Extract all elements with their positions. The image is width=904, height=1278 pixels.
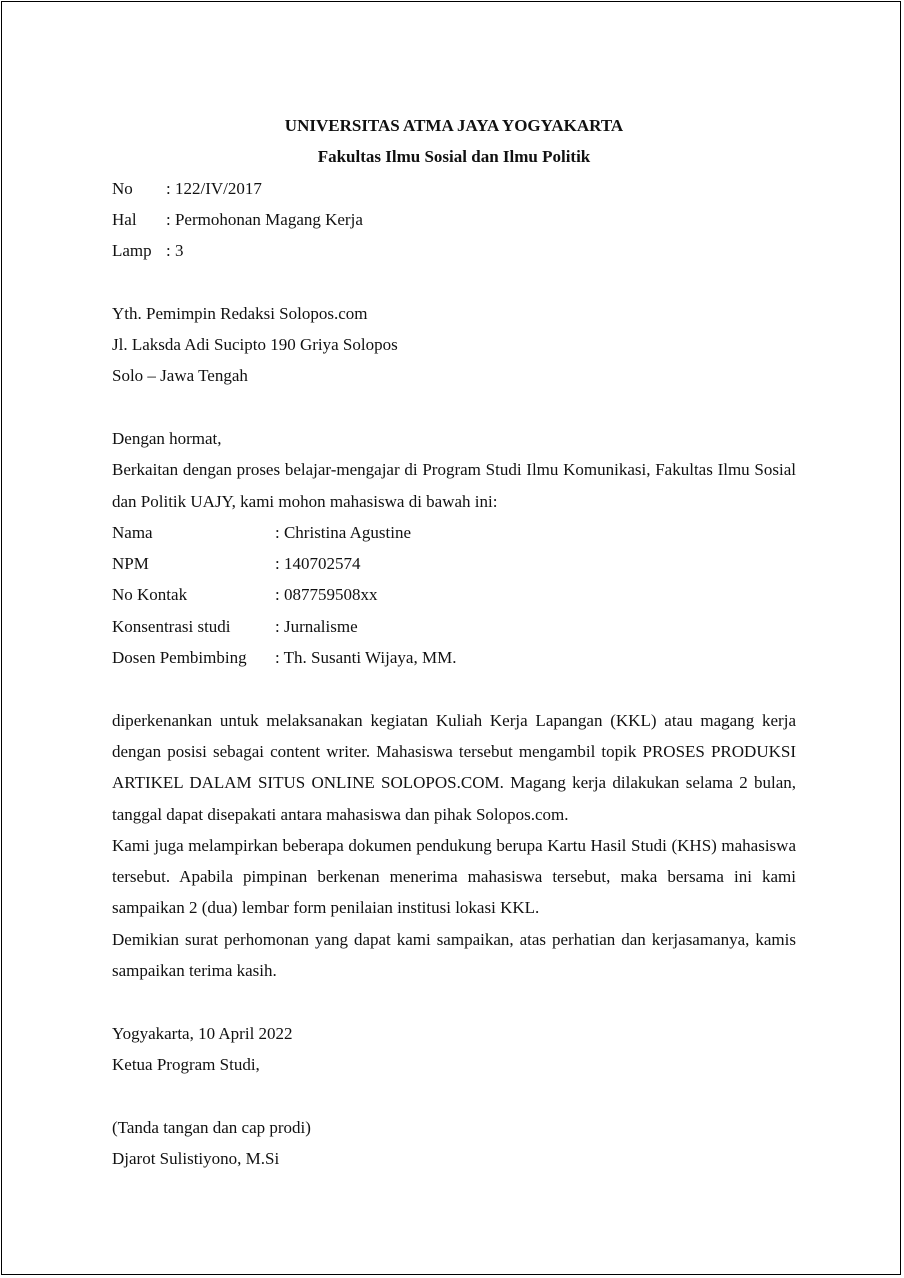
field-value: : 140702574 bbox=[275, 554, 361, 574]
body-paragraph-1: diperkenankan untuk melaksanakan kegiatan Kuliah Kerja Lapangan (KKL) atau magang kerja dengan posisi sebagai content writer. Mahasiswa tersebut mengambil topik PROSES PRODUKSI ARTIKEL DALAM SITUS ONLINE SOLOPOS.COM. Magang kerja dilakukan selama 2 bulan, tanggal dapat disepakati antara mahasiswa dan pihak Solopos.com. bbox=[112, 710, 796, 824]
meta-key: Hal bbox=[112, 209, 137, 229]
spacer bbox=[112, 266, 796, 297]
faculty-subtitle: Fakultas Ilmu Sosial dan Ilmu Politik bbox=[317, 147, 591, 167]
spacer bbox=[112, 1080, 796, 1111]
meta-key: Lamp bbox=[112, 241, 152, 261]
recipient-city: Solo – Jawa Tengah bbox=[112, 366, 248, 386]
signer-name: Djarot Sulistiyono, M.Si bbox=[112, 1148, 280, 1168]
field-value: : Jurnalisme bbox=[275, 616, 358, 636]
spacer bbox=[112, 986, 796, 1017]
field-key: Konsentrasi studi bbox=[112, 616, 231, 636]
letter-page bbox=[1, 1, 901, 1275]
field-key: No Kontak bbox=[112, 585, 188, 605]
meta-value: : 122/IV/2017 bbox=[166, 178, 262, 198]
student-row-advisor bbox=[112, 642, 796, 673]
intro-paragraph: Berkaitan dengan proses belajar-mengajar di Program Studi Ilmu Komunikasi, Fakultas Ilmu Sosial dan Politik UAJY, kami mohon mahasiswa di bawah ini: bbox=[112, 460, 796, 511]
student-row-npm bbox=[112, 548, 796, 579]
recipient-address: Jl. Laksda Adi Sucipto 190 Griya Solopos bbox=[112, 335, 398, 355]
student-row-name bbox=[112, 517, 796, 548]
student-row-concentration bbox=[112, 611, 796, 642]
field-key: NPM bbox=[112, 554, 149, 574]
body-paragraph-2: Kami juga melampirkan beberapa dokumen pendukung berupa Kartu Hasil Studi (KHS) mahasiswa tersebut. Apabila pimpinan berkenan menerima mahasiswa tersebut, maka bersama ini kami sampaikan 2 (dua) lembar form penilaian institusi lokasi KKL. bbox=[112, 835, 796, 918]
meta-value: : Permohonan Magang Kerja bbox=[166, 209, 363, 229]
signature-note: (Tanda tangan dan cap prodi) bbox=[112, 1117, 311, 1137]
letter-content bbox=[112, 110, 796, 1174]
field-key: Nama bbox=[112, 522, 153, 542]
meta-key: No bbox=[112, 178, 133, 198]
meta-row-attachment bbox=[112, 235, 796, 266]
spacer bbox=[112, 392, 796, 423]
meta-value: : 3 bbox=[166, 241, 184, 261]
field-value: : Christina Agustine bbox=[275, 522, 411, 542]
field-key: Dosen Pembimbing bbox=[112, 648, 247, 668]
meta-row-subject bbox=[112, 204, 796, 235]
spacer bbox=[112, 673, 796, 704]
signer-position: Ketua Program Studi, bbox=[112, 1054, 260, 1074]
field-value: : 087759508xx bbox=[275, 585, 378, 605]
body-paragraph-3: Demikian surat perhomonan yang dapat kami sampaikan, atas perhatian dan kerjasamanya, kamis sampaikan terima kasih. bbox=[112, 929, 796, 981]
university-title: UNIVERSITAS ATMA JAYA YOGYAKARTA bbox=[284, 116, 624, 135]
place-date: Yogyakarta, 10 April 2022 bbox=[112, 1023, 293, 1043]
recipient-line: Yth. Pemimpin Redaksi Solopos.com bbox=[112, 303, 368, 323]
student-row-contact bbox=[112, 579, 796, 610]
greeting: Dengan hormat, bbox=[112, 428, 222, 448]
meta-row-number bbox=[112, 173, 796, 204]
field-value: : Th. Susanti Wijaya, MM. bbox=[275, 648, 457, 668]
